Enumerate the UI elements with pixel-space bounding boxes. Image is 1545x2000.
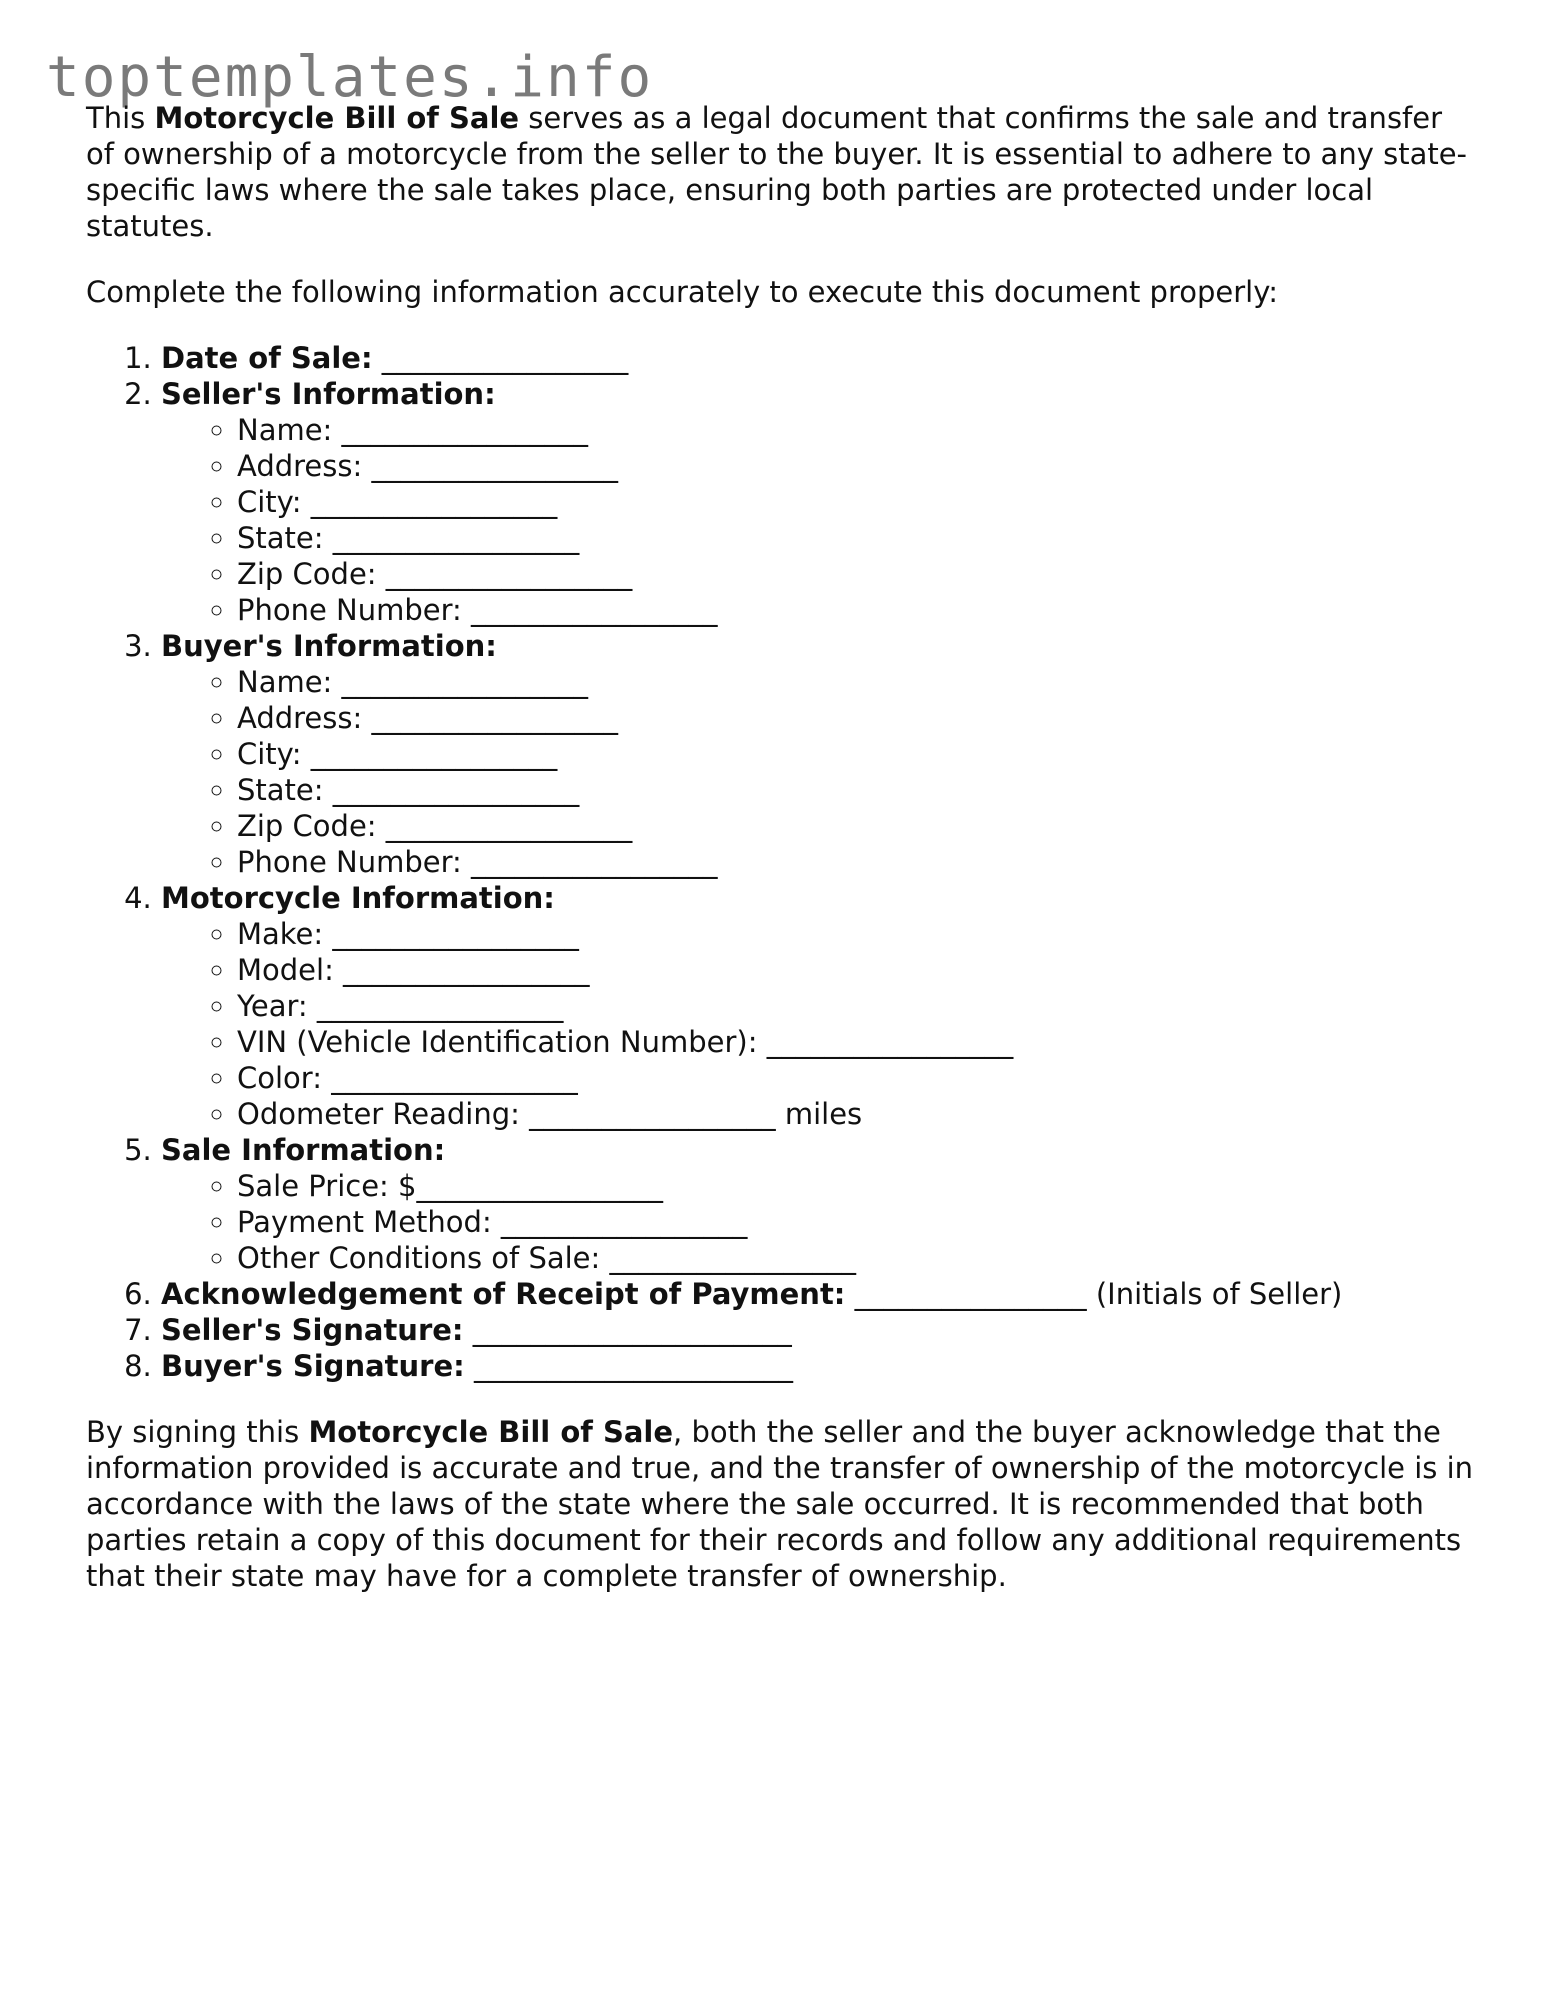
item-buyer-information <box>161 628 1476 880</box>
buyer-information-label: Buyer's Information: <box>161 629 497 663</box>
buyer-signature-blank: ______________________ <box>473 1349 793 1383</box>
instructions-text: Complete the following information accurately to execute this document properly: <box>86 275 1279 309</box>
acknowledgement-blank: ________________ (Initials of Seller) <box>854 1277 1343 1311</box>
odometer-field: ◦ Odometer Reading: _________________ miles <box>237 1096 1476 1132</box>
other-conditions-field: ◦ Other Conditions of Sale: _________________ <box>237 1240 1476 1276</box>
date-of-sale-blank: _________________ <box>381 341 629 375</box>
intro-paragraph <box>86 100 1476 244</box>
buyer-zip-field: ◦ Zip Code: _________________ <box>237 808 1476 844</box>
motorcycle-fields <box>161 916 1476 1132</box>
make-field: ◦ Make: _________________ <box>237 916 1476 952</box>
sale-information-label: Sale Information: <box>161 1133 446 1167</box>
year-field: ◦ Year: _________________ <box>237 988 1476 1024</box>
item-motorcycle-information <box>161 880 1476 1132</box>
date-of-sale-label: Date of Sale: <box>161 341 373 375</box>
seller-name-field: ◦ Name: _________________ <box>237 412 1476 448</box>
model-field: ◦ Model: _________________ <box>237 952 1476 988</box>
seller-information-label: Seller's Information: <box>161 377 496 411</box>
buyer-state-field: ◦ State: _________________ <box>237 772 1476 808</box>
item-date-of-sale <box>161 340 1476 376</box>
item-seller-signature <box>161 1312 1476 1348</box>
seller-phone-field: ◦ Phone Number: _________________ <box>237 592 1476 628</box>
vin-field: ◦ VIN (Vehicle Identification Number): _________________ <box>237 1024 1476 1060</box>
payment-method-field: ◦ Payment Method: _________________ <box>237 1204 1476 1240</box>
watermark: toptemplates.info <box>46 45 654 110</box>
closing-pre: By signing this <box>86 1415 309 1449</box>
closing-paragraph <box>86 1414 1476 1594</box>
seller-fields <box>161 412 1476 628</box>
item-sale-information <box>161 1132 1476 1276</box>
intro-pre: This <box>86 101 155 135</box>
seller-city-field: ◦ City: _________________ <box>237 484 1476 520</box>
seller-zip-field: ◦ Zip Code: _________________ <box>237 556 1476 592</box>
seller-signature-blank: ______________________ <box>472 1313 792 1347</box>
document-body <box>86 100 1476 1594</box>
item-acknowledgement <box>161 1276 1476 1312</box>
buyer-address-field: ◦ Address: _________________ <box>237 700 1476 736</box>
buyer-signature-label: Buyer's Signature: <box>161 1349 465 1383</box>
closing-post: , both the seller and the buyer acknowledge that the information provided is accurate and true, and the transfer of ownership of the motorcycle is in accordance with the laws of the state where the sale occurred. It is recommended that both parties retain a copy of this document for their records and follow any additional requirements that their state may have for a complete transfer of ownership. <box>86 1415 1474 1593</box>
intro-doc-title: Motorcycle Bill of Sale <box>154 101 520 135</box>
motorcycle-information-label: Motorcycle Information: <box>161 881 555 915</box>
sale-price-field: ◦ Sale Price: $_________________ <box>237 1168 1476 1204</box>
closing-doc-title: Motorcycle Bill of Sale <box>308 1415 674 1449</box>
acknowledgement-label: Acknowledgement of Receipt of Payment: <box>161 1277 846 1311</box>
seller-address-field: ◦ Address: _________________ <box>237 448 1476 484</box>
buyer-name-field: ◦ Name: _________________ <box>237 664 1476 700</box>
intro-post: serves as a legal document that confirms the sale and transfer of ownership of a motorcycle from the seller to the buyer. It is essential to adhere to any state-specific laws where the sale takes place, ensuring both parties are protected under local statutes. <box>86 101 1468 243</box>
color-field: ◦ Color: _________________ <box>237 1060 1476 1096</box>
buyer-phone-field: ◦ Phone Number: _________________ <box>237 844 1476 880</box>
item-seller-information <box>161 376 1476 628</box>
seller-signature-label: Seller's Signature: <box>161 1313 464 1347</box>
seller-state-field: ◦ State: _________________ <box>237 520 1476 556</box>
buyer-city-field: ◦ City: _________________ <box>237 736 1476 772</box>
sale-fields <box>161 1168 1476 1276</box>
form-items-list <box>86 340 1476 1384</box>
item-buyer-signature <box>161 1348 1476 1384</box>
buyer-fields <box>161 664 1476 880</box>
